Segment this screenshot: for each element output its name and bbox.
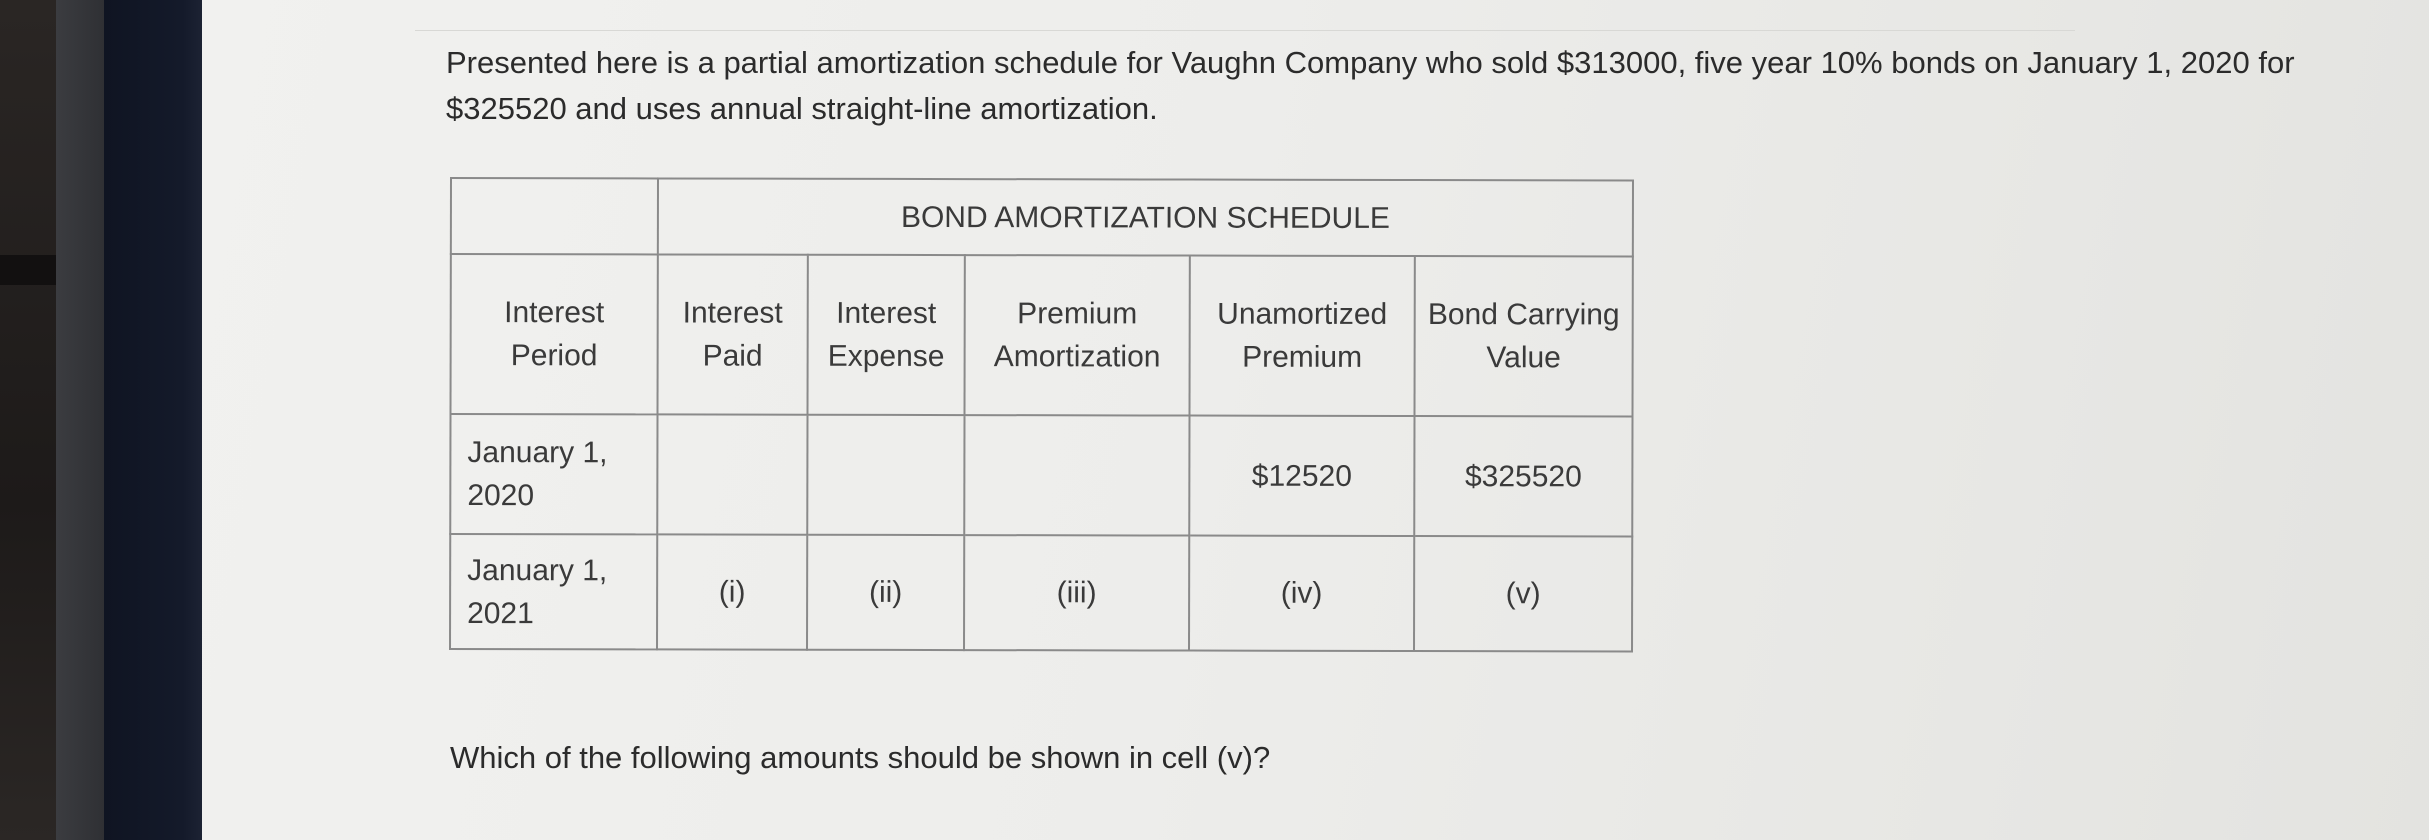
unamortized-premium-cell: $12520 xyxy=(1189,416,1414,536)
period-cell: January 1, 2020 xyxy=(450,414,657,534)
table-row xyxy=(450,414,1632,536)
empty-header-cell xyxy=(451,178,658,254)
divider xyxy=(415,30,2075,31)
background-stripe xyxy=(0,255,60,285)
premium-amortization-cell xyxy=(964,415,1189,535)
table-title-row xyxy=(451,178,1633,256)
table-row xyxy=(450,534,1632,651)
prompt-question: Which of the following amounts should be shown in cell (v)? xyxy=(450,740,1271,775)
interest-expense-cell xyxy=(807,415,964,535)
interest-paid-cell: (i) xyxy=(657,534,807,649)
header-bond-carrying-value: Bond Carrying Value xyxy=(1415,256,1633,416)
premium-amortization-cell: (iii) xyxy=(964,535,1189,650)
unamortized-premium-cell: (iv) xyxy=(1189,536,1414,651)
carrying-value-cell: (v) xyxy=(1414,536,1632,651)
table-title: BOND AMORTIZATION SCHEDULE xyxy=(658,178,1633,256)
table-header-row xyxy=(451,254,1633,416)
monitor-bezel xyxy=(56,0,104,840)
header-unamortized-premium: Unamortized Premium xyxy=(1190,256,1415,416)
header-interest-period: Interest Period xyxy=(451,254,658,414)
period-cell: January 1, 2021 xyxy=(450,534,657,649)
monitor-bezel-inner xyxy=(104,0,202,840)
background-edge xyxy=(0,0,56,840)
header-interest-expense: Interest Expense xyxy=(808,255,965,415)
amortization-table xyxy=(449,177,1634,652)
carrying-value-cell: $325520 xyxy=(1414,416,1632,536)
header-premium-amortization: Premium Amortization xyxy=(965,255,1190,415)
question-text: Presented here is a partial amortization schedule for Vaughn Company who sold $313000, five year 10% bonds on January 1, 2020 for $325520 and uses annual straight-line amortization. xyxy=(446,45,2295,126)
interest-expense-cell: (ii) xyxy=(807,535,964,650)
header-interest-paid: Interest Paid xyxy=(658,254,808,414)
interest-paid-cell xyxy=(657,414,807,534)
